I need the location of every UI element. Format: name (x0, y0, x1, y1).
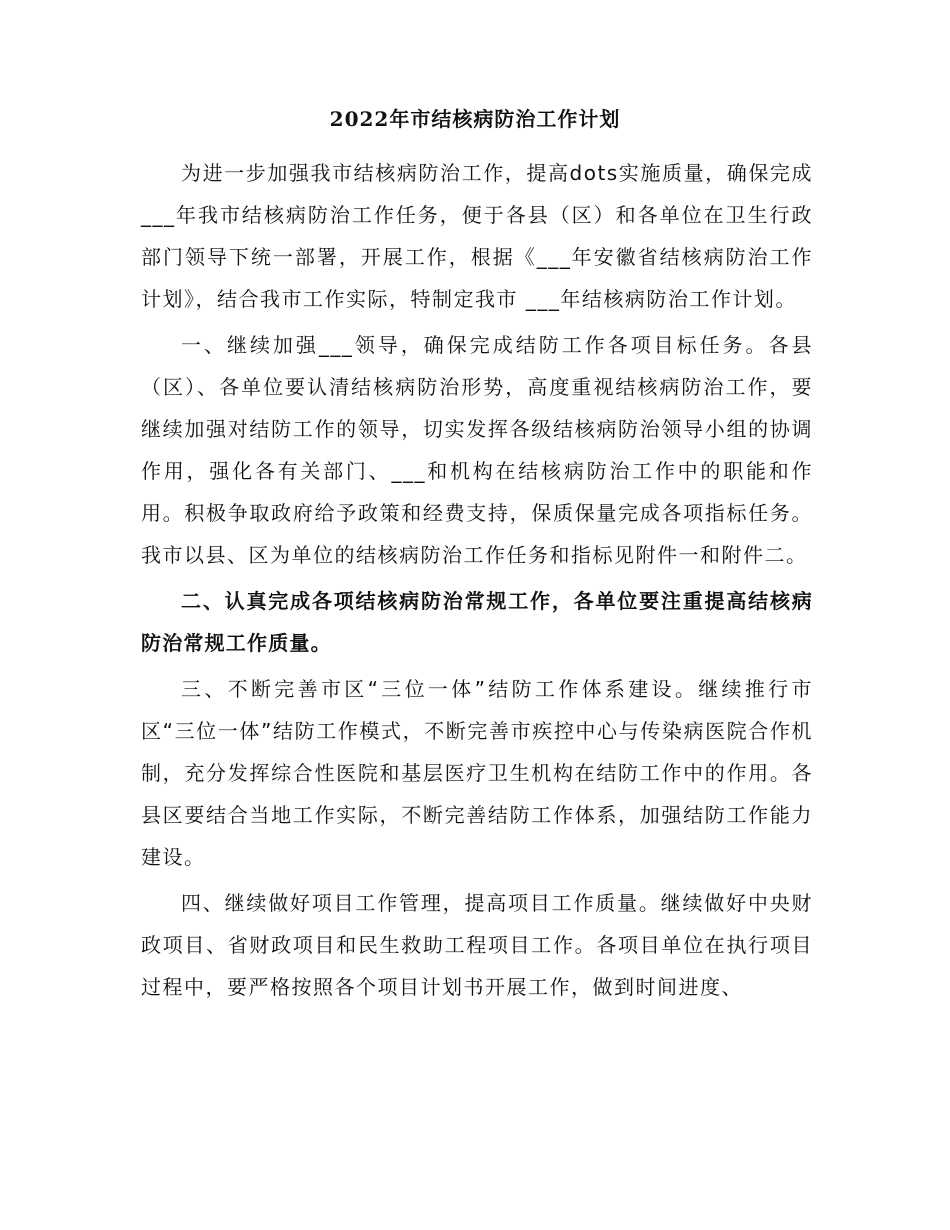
paragraph-section-3: 三、不断完善市区“三位一体”结防工作体系建设。继续推行市区“三位一体”结防工作模式，不断完善市疾控中心与传染病医院合作机制，充分发挥综合性医院和基层医疗卫生机构在结防工作中的作用。各县区要结合当地工作实际，不断完善结防工作体系，加强结防工作能力建设。 (141, 677, 813, 869)
paragraph-section-1: 一、继续加强___领导，确保完成结防工作各项目标任务。各县（区）、各单位要认清结核病防治形势，高度重视结核病防治工作，要继续加强对结防工作的领导，切实发挥各级结核病防治领导小组的协调作用，强化各有关部门、___和机构在结核病防治工作中的职能和作用。积极争取政府给予政策和经费支持，保质保量完成各项指标任务。我市以县、区为单位的结核病防治工作任务和指标见附件一和附件二。 (141, 333, 813, 567)
paragraph-section-2: 二、认真完成各项结核病防治常规工作，各单位要注重提高结核病防治常规工作质量。 (141, 589, 813, 655)
document-title: 2022年市结核病防治工作计划 (329, 107, 621, 131)
paragraph-intro: 为进一步加强我市结核病防治工作，提高dots实施质量，确保完成___年我市结核病防治工作任务，便于各县（区）和各单位在卫生行政部门领导下统一部署，开展工作，根据《___年安徽省结核病防治工作计划》，结合我市工作实际，特制定我市 ___年结核病防治工作计划。 (141, 161, 813, 311)
paragraph-section-4: 四、继续做好项目工作管理，提高项目工作质量。继续做好中央财政项目、省财政项目和民生救助工程项目工作。各项目单位在执行项目过程中，要严格按照各个项目计划书开展工作，做到时间进度、 (141, 891, 813, 999)
document-body (141, 152, 813, 1012)
